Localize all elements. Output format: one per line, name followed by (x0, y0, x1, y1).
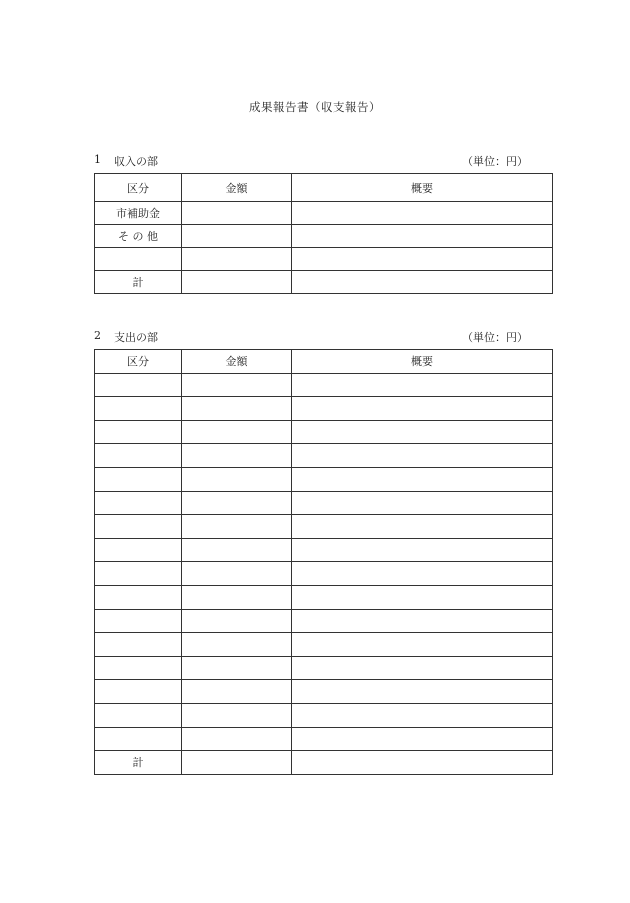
expense-amount-cell[interactable] (182, 562, 292, 586)
expense-summary-cell[interactable] (292, 491, 553, 515)
table-row (95, 491, 553, 515)
expense-amount-cell[interactable] (182, 609, 292, 633)
expense-section-number: 2 (94, 329, 101, 342)
table-row (95, 727, 553, 751)
income-total-label: 計 (95, 271, 182, 294)
expense-amount-cell[interactable] (182, 680, 292, 704)
expense-category-cell[interactable] (95, 633, 182, 657)
expense-amount-cell[interactable] (182, 444, 292, 468)
income-header-summary: 概要 (292, 174, 553, 202)
expense-category-cell[interactable] (95, 491, 182, 515)
expense-category-cell[interactable] (95, 444, 182, 468)
income-amount-cell[interactable] (182, 225, 292, 248)
expense-header-amount: 金額 (182, 350, 292, 374)
expense-table (94, 349, 553, 775)
income-header-amount: 金額 (182, 174, 292, 202)
expense-total-amount-cell[interactable] (182, 751, 292, 775)
expense-summary-cell[interactable] (292, 680, 553, 704)
income-total-row (95, 271, 553, 294)
expense-amount-cell[interactable] (182, 373, 292, 397)
expense-total-row (95, 751, 553, 775)
expense-summary-cell[interactable] (292, 609, 553, 633)
expense-summary-cell[interactable] (292, 656, 553, 680)
income-section-heading (94, 153, 552, 169)
income-amount-cell[interactable] (182, 248, 292, 271)
expense-amount-cell[interactable] (182, 656, 292, 680)
table-row (95, 467, 553, 491)
expense-summary-cell[interactable] (292, 444, 553, 468)
table-row (95, 633, 553, 657)
expense-category-cell[interactable] (95, 562, 182, 586)
table-row (95, 248, 553, 271)
income-section-name: 収入の部 (114, 155, 158, 168)
expense-total-label: 計 (95, 751, 182, 775)
table-row (95, 562, 553, 586)
income-amount-cell[interactable] (182, 202, 292, 225)
table-row (95, 538, 553, 562)
expense-category-cell[interactable] (95, 538, 182, 562)
expense-summary-cell[interactable] (292, 562, 553, 586)
table-row (95, 515, 553, 539)
income-header-row (95, 174, 553, 202)
expense-summary-cell[interactable] (292, 585, 553, 609)
expense-amount-cell[interactable] (182, 397, 292, 421)
income-total-amount-cell[interactable] (182, 271, 292, 294)
expense-category-cell[interactable] (95, 373, 182, 397)
table-row (95, 585, 553, 609)
income-summary-cell[interactable] (292, 202, 553, 225)
income-header-category: 区分 (95, 174, 182, 202)
table-row (95, 373, 553, 397)
table-row (95, 444, 553, 468)
expense-category-cell[interactable] (95, 680, 182, 704)
expense-category-cell[interactable] (95, 585, 182, 609)
income-summary-cell[interactable] (292, 225, 553, 248)
expense-section-name: 支出の部 (114, 331, 158, 344)
income-section-number: 1 (94, 153, 101, 166)
expense-summary-cell[interactable] (292, 538, 553, 562)
expense-amount-cell[interactable] (182, 633, 292, 657)
expense-summary-cell[interactable] (292, 633, 553, 657)
income-unit-label: （単位：円） (462, 155, 528, 168)
expense-summary-cell[interactable] (292, 515, 553, 539)
expense-header-row (95, 350, 553, 374)
expense-category-cell[interactable] (95, 609, 182, 633)
expense-category-cell[interactable] (95, 656, 182, 680)
expense-header-summary: 概要 (292, 350, 553, 374)
expense-total-summary-cell[interactable] (292, 751, 553, 775)
expense-summary-cell[interactable] (292, 397, 553, 421)
expense-category-cell[interactable] (95, 703, 182, 727)
expense-category-cell[interactable] (95, 727, 182, 751)
table-row (95, 225, 553, 248)
expense-category-cell[interactable] (95, 420, 182, 444)
expense-amount-cell[interactable] (182, 727, 292, 751)
table-row (95, 420, 553, 444)
expense-amount-cell[interactable] (182, 703, 292, 727)
table-row (95, 680, 553, 704)
income-category-cell[interactable]: そ の 他 (95, 225, 182, 248)
expense-amount-cell[interactable] (182, 420, 292, 444)
expense-summary-cell[interactable] (292, 420, 553, 444)
expense-category-cell[interactable] (95, 515, 182, 539)
expense-summary-cell[interactable] (292, 727, 553, 751)
expense-section-heading (94, 329, 552, 345)
income-category-cell[interactable]: 市補助金 (95, 202, 182, 225)
table-row (95, 656, 553, 680)
expense-summary-cell[interactable] (292, 703, 553, 727)
table-row (95, 397, 553, 421)
expense-summary-cell[interactable] (292, 467, 553, 491)
income-summary-cell[interactable] (292, 248, 553, 271)
page-title: 成果報告書（収支報告） (249, 100, 381, 114)
expense-unit-label: （単位：円） (462, 331, 528, 344)
expense-header-category: 区分 (95, 350, 182, 374)
expense-summary-cell[interactable] (292, 373, 553, 397)
expense-amount-cell[interactable] (182, 538, 292, 562)
income-table (94, 173, 553, 294)
income-category-cell[interactable] (95, 248, 182, 271)
expense-category-cell[interactable] (95, 467, 182, 491)
table-row (95, 202, 553, 225)
expense-amount-cell[interactable] (182, 467, 292, 491)
table-row (95, 609, 553, 633)
expense-amount-cell[interactable] (182, 515, 292, 539)
income-total-summary-cell[interactable] (292, 271, 553, 294)
expense-amount-cell[interactable] (182, 491, 292, 515)
table-row (95, 703, 553, 727)
expense-amount-cell[interactable] (182, 585, 292, 609)
expense-category-cell[interactable] (95, 397, 182, 421)
